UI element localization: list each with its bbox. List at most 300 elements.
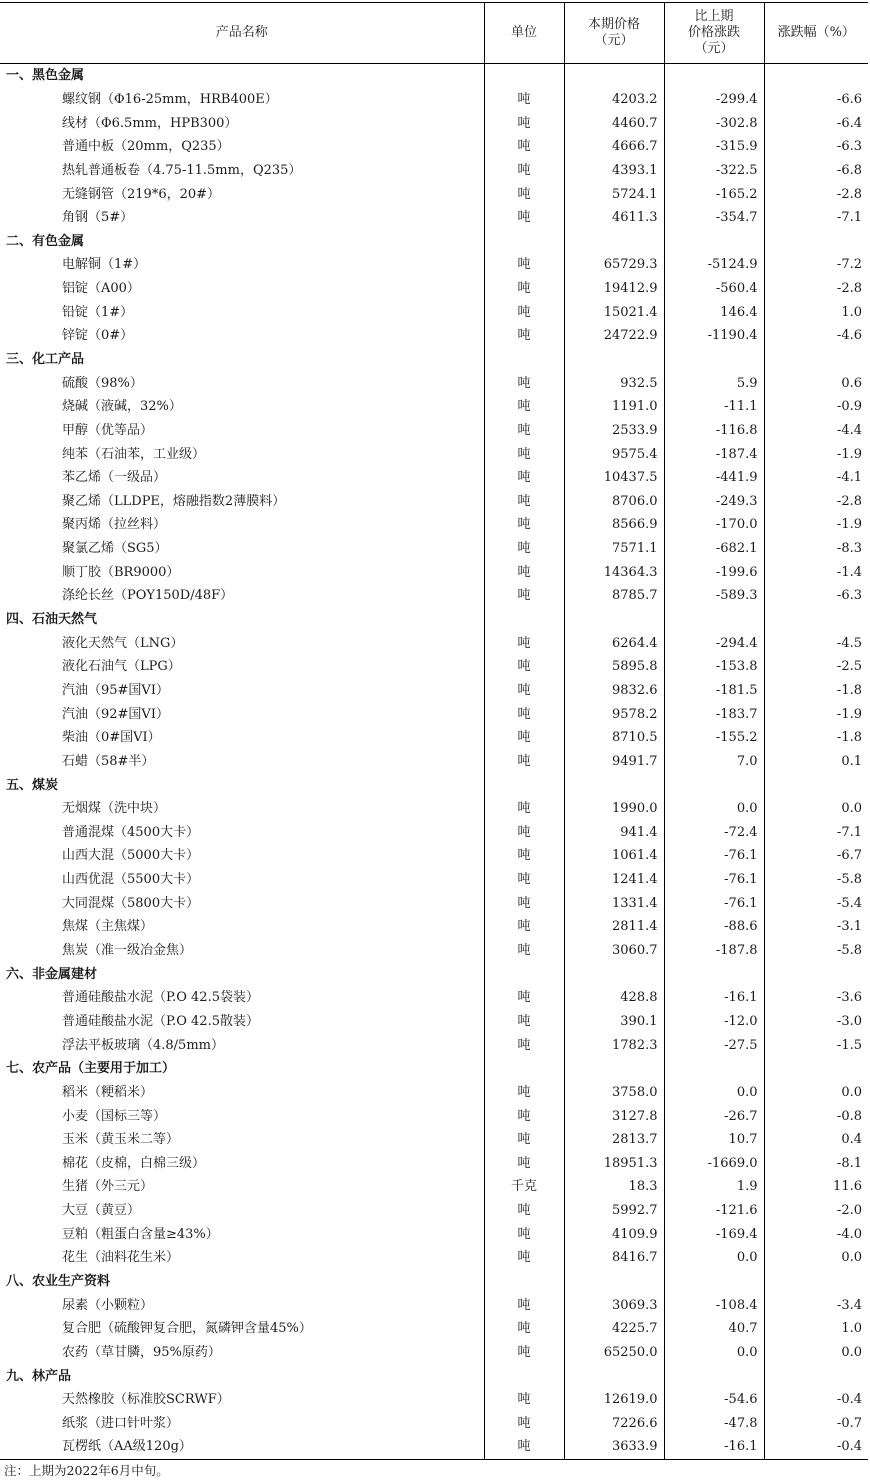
product-name: 普通硅酸盐水泥（P.O 42.5散装） <box>62 1013 259 1029</box>
change-cell: -682.1 <box>664 537 764 561</box>
pct-cell: -1.8 <box>764 726 868 750</box>
pct-cell: -1.5 <box>764 1033 868 1057</box>
category-title: 三、化工产品 <box>6 352 85 367</box>
pct-cell: -7.2 <box>764 253 868 277</box>
change-cell: 146.4 <box>664 300 764 324</box>
category-title: 七、农产品（主要用于加工） <box>6 1061 176 1077</box>
price-cell: 24722.9 <box>564 324 664 348</box>
category-title: 一、黑色金属 <box>6 68 85 84</box>
table-row <box>0 986 868 1010</box>
unit-cell: 吨 <box>484 631 564 655</box>
price-cell: 3060.7 <box>564 939 664 963</box>
price-cell: 932.5 <box>564 371 664 395</box>
product-name: 铅锭（1#） <box>62 304 134 320</box>
pct-cell: -1.9 <box>764 442 868 466</box>
price-cell: 18.3 <box>564 1175 664 1199</box>
pct-cell: 1.0 <box>764 300 868 324</box>
unit-cell: 吨 <box>484 135 564 159</box>
category-row <box>0 229 868 253</box>
empty-cell <box>664 608 764 632</box>
product-name: 普通中板（20mm，Q235） <box>62 139 230 155</box>
table-row <box>0 891 868 915</box>
pct-cell: -5.8 <box>764 868 868 892</box>
category-row <box>0 64 868 88</box>
unit-cell: 吨 <box>484 821 564 845</box>
empty-cell <box>764 348 868 372</box>
product-name: 液化天然气（LNG） <box>62 635 184 651</box>
table-row <box>0 1081 868 1105</box>
change-cell: 40.7 <box>664 1317 764 1341</box>
table-row <box>0 490 868 514</box>
product-name: 纯苯（石油苯，工业级） <box>62 446 206 462</box>
empty-cell <box>564 229 664 253</box>
change-cell: -12.0 <box>664 1010 764 1034</box>
table-row <box>0 560 868 584</box>
change-cell: -11.1 <box>664 395 764 419</box>
change-cell: -54.6 <box>664 1388 764 1412</box>
empty-cell <box>764 1057 868 1081</box>
price-cell: 8416.7 <box>564 1246 664 1270</box>
unit-cell: 吨 <box>484 1341 564 1365</box>
product-name: 锌锭（0#） <box>62 328 134 344</box>
pct-cell: -6.3 <box>764 584 868 608</box>
pct-cell: -0.7 <box>764 1412 868 1436</box>
table-row <box>0 135 868 159</box>
change-cell: -165.2 <box>664 182 764 206</box>
change-cell: -47.8 <box>664 1412 764 1436</box>
price-cell: 9578.2 <box>564 702 664 726</box>
product-name: 石蜡（58#半） <box>62 753 155 769</box>
table-row <box>0 631 868 655</box>
empty-cell <box>484 1270 564 1294</box>
pct-cell: -6.4 <box>764 111 868 135</box>
empty-cell <box>664 1057 764 1081</box>
product-name: 棉花（皮棉，白棉三级） <box>62 1155 206 1171</box>
unit-cell: 吨 <box>484 537 564 561</box>
unit-cell: 吨 <box>484 1151 564 1175</box>
table-row <box>0 1412 868 1436</box>
price-cell: 7226.6 <box>564 1412 664 1436</box>
change-cell: 0.0 <box>664 797 764 821</box>
unit-cell: 吨 <box>484 868 564 892</box>
pct-cell: -8.1 <box>764 1151 868 1175</box>
empty-cell <box>564 962 664 986</box>
pct-cell: 0.0 <box>764 1246 868 1270</box>
price-cell: 4666.7 <box>564 135 664 159</box>
category-title: 四、石油天然气 <box>6 612 98 628</box>
price-cell: 941.4 <box>564 821 664 845</box>
table-row <box>0 584 868 608</box>
table-row <box>0 1341 868 1365</box>
unit-cell: 吨 <box>484 253 564 277</box>
empty-cell <box>764 229 868 253</box>
price-cell: 10437.5 <box>564 466 664 490</box>
pct-cell: 0.0 <box>764 1341 868 1365</box>
product-name: 电解铜（1#） <box>62 257 147 273</box>
table-row <box>0 159 868 183</box>
pct-cell: -1.9 <box>764 702 868 726</box>
table-header <box>0 3 868 64</box>
category-row <box>0 1364 868 1388</box>
change-cell: -155.2 <box>664 726 764 750</box>
empty-cell <box>484 1057 564 1081</box>
product-name: 硫酸（98%） <box>62 375 143 391</box>
price-cell: 18951.3 <box>564 1151 664 1175</box>
unit-cell: 吨 <box>484 915 564 939</box>
unit-cell: 吨 <box>484 1435 564 1459</box>
price-table <box>0 2 868 1460</box>
price-cell: 15021.4 <box>564 300 664 324</box>
unit-cell: 吨 <box>484 300 564 324</box>
price-cell: 8710.5 <box>564 726 664 750</box>
table-row <box>0 1388 868 1412</box>
table-row <box>0 1010 868 1034</box>
price-cell: 4611.3 <box>564 206 664 230</box>
price-cell: 8566.9 <box>564 513 664 537</box>
unit-cell: 吨 <box>484 490 564 514</box>
price-cell: 2533.9 <box>564 419 664 443</box>
table-row <box>0 182 868 206</box>
product-name: 液化石油气（LPG） <box>62 659 181 675</box>
table-row <box>0 442 868 466</box>
change-cell: -187.4 <box>664 442 764 466</box>
change-cell: -322.5 <box>664 159 764 183</box>
table-row <box>0 1128 868 1152</box>
price-cell: 1782.3 <box>564 1033 664 1057</box>
product-name: 聚氯乙烯（SG5） <box>62 541 168 557</box>
pct-cell: -6.8 <box>764 159 868 183</box>
table-row <box>0 513 868 537</box>
unit-cell: 吨 <box>484 584 564 608</box>
pct-cell: -3.1 <box>764 915 868 939</box>
unit-cell: 吨 <box>484 442 564 466</box>
category-title: 二、有色金属 <box>6 233 85 249</box>
header-row <box>0 3 868 64</box>
price-cell: 390.1 <box>564 1010 664 1034</box>
product-name: 玉米（黄玉米二等） <box>62 1132 180 1148</box>
header-unit: 单位 <box>484 3 564 64</box>
table-row <box>0 939 868 963</box>
price-cell: 428.8 <box>564 986 664 1010</box>
table-row <box>0 537 868 561</box>
change-cell: -181.5 <box>664 679 764 703</box>
pct-cell: -4.5 <box>764 631 868 655</box>
table-row <box>0 1175 868 1199</box>
price-cell: 1990.0 <box>564 797 664 821</box>
empty-cell <box>564 1364 664 1388</box>
unit-cell: 吨 <box>484 206 564 230</box>
table-row <box>0 395 868 419</box>
category-title: 八、农业生产资料 <box>6 1273 111 1289</box>
category-row <box>0 348 868 372</box>
change-cell: 0.0 <box>664 1246 764 1270</box>
price-cell: 65250.0 <box>564 1341 664 1365</box>
change-cell: -441.9 <box>664 466 764 490</box>
empty-cell <box>664 1364 764 1388</box>
change-cell: -88.6 <box>664 915 764 939</box>
pct-cell: -0.4 <box>764 1388 868 1412</box>
price-cell: 3758.0 <box>564 1081 664 1105</box>
pct-cell: -6.3 <box>764 135 868 159</box>
unit-cell: 吨 <box>484 371 564 395</box>
price-cell: 6264.4 <box>564 631 664 655</box>
product-name: 小麦（国标三等） <box>62 1108 167 1124</box>
change-cell: -249.3 <box>664 490 764 514</box>
pct-cell: -1.9 <box>764 513 868 537</box>
product-name: 普通混煤（4500大卡） <box>62 824 200 840</box>
empty-cell <box>764 1270 868 1294</box>
unit-cell: 吨 <box>484 324 564 348</box>
category-row <box>0 962 868 986</box>
product-name: 复合肥（硫酸钾复合肥，氮磷钾含量45%） <box>62 1321 312 1337</box>
pct-cell: 11.6 <box>764 1175 868 1199</box>
pct-cell: 0.1 <box>764 750 868 774</box>
table-row <box>0 253 868 277</box>
change-cell: -589.3 <box>664 584 764 608</box>
change-cell: -560.4 <box>664 277 764 301</box>
table-row <box>0 206 868 230</box>
pct-cell: 0.0 <box>764 1081 868 1105</box>
unit-cell: 吨 <box>484 1317 564 1341</box>
change-cell: 1.9 <box>664 1175 764 1199</box>
table-row <box>0 702 868 726</box>
category-row <box>0 1270 868 1294</box>
table-row <box>0 277 868 301</box>
unit-cell: 吨 <box>484 702 564 726</box>
empty-cell <box>764 1364 868 1388</box>
pct-cell: -0.4 <box>764 1435 868 1459</box>
empty-cell <box>564 348 664 372</box>
pct-cell: -2.5 <box>764 655 868 679</box>
unit-cell: 吨 <box>484 844 564 868</box>
product-name: 热轧普通板卷（4.75-11.5mm，Q235） <box>62 162 302 178</box>
table-row <box>0 844 868 868</box>
footnote: 注：上期为2022年6月中旬。 <box>4 1463 169 1478</box>
change-cell: -299.4 <box>664 88 764 112</box>
unit-cell: 吨 <box>484 1199 564 1223</box>
change-cell: -199.6 <box>664 560 764 584</box>
empty-cell <box>564 64 664 88</box>
unit-cell: 吨 <box>484 986 564 1010</box>
product-name: 普通硅酸盐水泥（P.O 42.5袋装） <box>62 990 259 1006</box>
price-cell: 2811.4 <box>564 915 664 939</box>
product-name: 大同混煤（5800大卡） <box>62 895 200 911</box>
empty-cell <box>664 773 764 797</box>
product-name: 生猪（外三元） <box>62 1179 154 1195</box>
category-title: 六、非金属建材 <box>6 966 98 982</box>
pct-cell: -1.4 <box>764 560 868 584</box>
unit-cell: 吨 <box>484 1246 564 1270</box>
table-row <box>0 466 868 490</box>
product-name: 焦煤（主焦煤） <box>62 919 154 935</box>
product-name: 聚丙烯（拉丝料） <box>62 517 167 533</box>
pct-cell: -2.8 <box>764 277 868 301</box>
empty-cell <box>564 608 664 632</box>
change-cell: -26.7 <box>664 1104 764 1128</box>
change-cell: -16.1 <box>664 1435 764 1459</box>
change-cell: -302.8 <box>664 111 764 135</box>
pct-cell: -8.3 <box>764 537 868 561</box>
header-product-name: 产品名称 <box>0 3 484 64</box>
empty-cell <box>484 1364 564 1388</box>
change-cell: -121.6 <box>664 1199 764 1223</box>
price-cell: 5992.7 <box>564 1199 664 1223</box>
price-cell: 3127.8 <box>564 1104 664 1128</box>
table-body <box>0 64 868 1460</box>
pct-cell: -1.8 <box>764 679 868 703</box>
price-cell: 5895.8 <box>564 655 664 679</box>
product-name: 浮法平板玻璃（4.8/5mm） <box>62 1037 224 1053</box>
unit-cell: 吨 <box>484 750 564 774</box>
unit-cell: 吨 <box>484 159 564 183</box>
pct-cell: -4.0 <box>764 1222 868 1246</box>
product-name: 山西优混（5500大卡） <box>62 872 200 888</box>
change-cell: -76.1 <box>664 868 764 892</box>
table-row <box>0 300 868 324</box>
table-row <box>0 679 868 703</box>
change-cell: -76.1 <box>664 844 764 868</box>
unit-cell: 吨 <box>484 1293 564 1317</box>
price-cell: 19412.9 <box>564 277 664 301</box>
change-cell: -5124.9 <box>664 253 764 277</box>
unit-cell: 吨 <box>484 726 564 750</box>
pct-cell: -3.4 <box>764 1293 868 1317</box>
table-row <box>0 868 868 892</box>
change-cell: -183.7 <box>664 702 764 726</box>
product-name: 尿素（小颗粒） <box>62 1297 154 1313</box>
unit-cell: 吨 <box>484 655 564 679</box>
product-name: 涤纶长丝（POY150D/48F） <box>62 588 234 604</box>
empty-cell <box>764 773 868 797</box>
header-current-price: 本期价格 （元） <box>564 3 664 64</box>
change-cell: -354.7 <box>664 206 764 230</box>
product-name: 角钢（5#） <box>62 210 134 226</box>
price-cell: 4109.9 <box>564 1222 664 1246</box>
table-row <box>0 1317 868 1341</box>
pct-cell: 0.6 <box>764 371 868 395</box>
change-cell: 5.9 <box>664 371 764 395</box>
empty-cell <box>764 608 868 632</box>
product-name: 稻米（粳稻米） <box>62 1084 154 1100</box>
change-cell: -153.8 <box>664 655 764 679</box>
pct-cell: -3.6 <box>764 986 868 1010</box>
unit-cell: 吨 <box>484 182 564 206</box>
price-cell: 3069.3 <box>564 1293 664 1317</box>
pct-cell: -2.8 <box>764 490 868 514</box>
change-cell: -76.1 <box>664 891 764 915</box>
unit-cell: 吨 <box>484 513 564 537</box>
product-name: 天然橡胶（标准胶SCRWF） <box>62 1392 230 1408</box>
change-cell: -1190.4 <box>664 324 764 348</box>
category-title: 九、林产品 <box>6 1368 72 1384</box>
unit-cell: 吨 <box>484 1222 564 1246</box>
change-cell: -1669.0 <box>664 1151 764 1175</box>
pct-cell: -0.8 <box>764 1104 868 1128</box>
empty-cell <box>484 773 564 797</box>
unit-cell: 吨 <box>484 560 564 584</box>
pct-cell: -4.1 <box>764 466 868 490</box>
product-name: 焦炭（准一级冶金焦） <box>62 943 193 959</box>
pct-cell: -7.1 <box>764 206 868 230</box>
table-row <box>0 324 868 348</box>
table-row <box>0 797 868 821</box>
product-name: 大豆（黄豆） <box>62 1203 141 1219</box>
price-cell: 9832.6 <box>564 679 664 703</box>
unit-cell: 吨 <box>484 1104 564 1128</box>
pct-cell: -5.8 <box>764 939 868 963</box>
pct-cell: 1.0 <box>764 1317 868 1341</box>
product-name: 花生（油料花生米） <box>62 1250 180 1266</box>
empty-cell <box>484 348 564 372</box>
product-name: 苯乙烯（一级品） <box>62 470 167 486</box>
change-cell: -16.1 <box>664 986 764 1010</box>
pct-cell: -2.0 <box>764 1199 868 1223</box>
empty-cell <box>564 1270 664 1294</box>
price-cell: 4225.7 <box>564 1317 664 1341</box>
change-cell: -187.8 <box>664 939 764 963</box>
product-name: 螺纹钢（Φ16-25mm，HRB400E） <box>62 91 278 107</box>
product-name: 烧碱（液碱，32%） <box>62 399 182 415</box>
product-name: 农药（草甘膦，95%原药） <box>62 1344 221 1360</box>
table-row <box>0 1104 868 1128</box>
price-cell: 1241.4 <box>564 868 664 892</box>
change-cell: 0.0 <box>664 1341 764 1365</box>
table-row <box>0 111 868 135</box>
product-name: 无烟煤（洗中块） <box>62 801 167 817</box>
price-cell: 4393.1 <box>564 159 664 183</box>
category-row <box>0 1057 868 1081</box>
table-row <box>0 655 868 679</box>
pct-cell: -4.4 <box>764 419 868 443</box>
table-row <box>0 821 868 845</box>
category-row <box>0 608 868 632</box>
price-cell: 8785.7 <box>564 584 664 608</box>
price-cell: 7571.1 <box>564 537 664 561</box>
product-name: 顺丁胶（BR9000） <box>62 564 180 580</box>
unit-cell: 吨 <box>484 466 564 490</box>
table-row <box>0 915 868 939</box>
pct-cell: 0.0 <box>764 797 868 821</box>
price-cell: 12619.0 <box>564 1388 664 1412</box>
empty-cell <box>564 773 664 797</box>
product-name: 铝锭（A00） <box>62 281 140 297</box>
product-name: 瓦楞纸（AA级120g） <box>0 1435 484 1459</box>
empty-cell <box>484 608 564 632</box>
change-cell: -170.0 <box>664 513 764 537</box>
pct-cell: -6.6 <box>764 88 868 112</box>
empty-cell <box>764 962 868 986</box>
unit-cell: 吨 <box>484 679 564 703</box>
price-cell: 1331.4 <box>564 891 664 915</box>
product-name: 柴油（0#国VI） <box>62 730 161 746</box>
empty-cell <box>484 962 564 986</box>
unit-cell: 吨 <box>484 419 564 443</box>
empty-cell <box>664 1270 764 1294</box>
table-row <box>0 1222 868 1246</box>
price-cell: 1191.0 <box>564 395 664 419</box>
change-cell: 10.7 <box>664 1128 764 1152</box>
unit-cell: 吨 <box>484 891 564 915</box>
change-cell: -108.4 <box>664 1293 764 1317</box>
price-cell: 9491.7 <box>564 750 664 774</box>
category-title: 五、煤炭 <box>6 777 59 793</box>
price-cell: 9575.4 <box>564 442 664 466</box>
empty-cell <box>664 64 764 88</box>
product-name: 汽油（95#国VI） <box>62 682 169 698</box>
change-cell: 7.0 <box>664 750 764 774</box>
price-cell: 4203.2 <box>564 88 664 112</box>
unit-cell: 吨 <box>484 1081 564 1105</box>
